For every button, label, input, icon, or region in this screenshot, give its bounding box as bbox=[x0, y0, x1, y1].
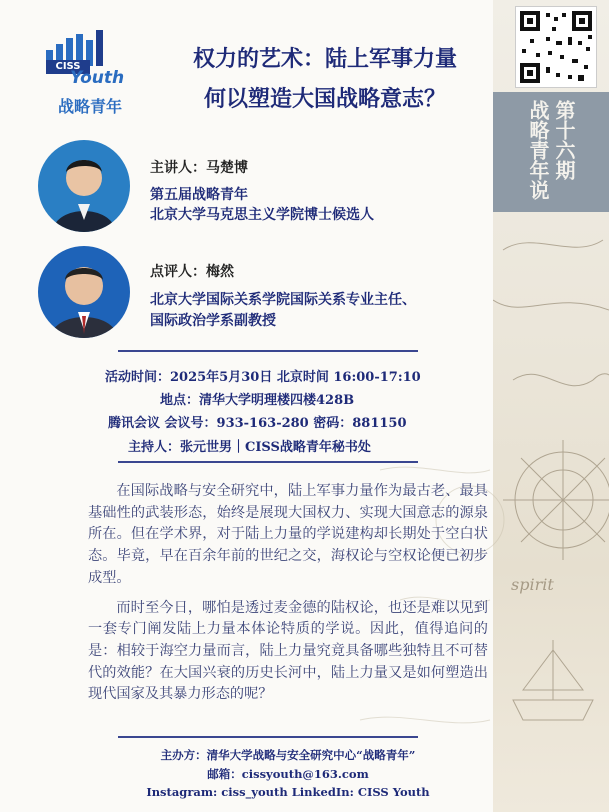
logo-chinese: 战略青年 bbox=[58, 97, 123, 116]
qr-code-icon bbox=[516, 7, 596, 87]
divider-top bbox=[118, 350, 418, 352]
event-host: 主持人：张元世男｜CISS战略青年秘书处 bbox=[128, 440, 371, 455]
series-name: 战略青年说 bbox=[526, 100, 550, 200]
title-line-2: 何以塑造大国战略意志？ bbox=[203, 86, 446, 112]
intro-text bbox=[88, 481, 488, 706]
social-accounts: Instagram: ciss_youth LinkedIn: CISS Youth bbox=[146, 785, 430, 799]
intro-paragraph-1: 在国际战略与安全研究中，陆上军事力量作为最古老、最具基础性的武装形态，始终是展现大国权力、实现大国意志的源泉所在。但在学术界，对于陆上力量的学说建构却长期处于空白状态。毕竟，早在百余年前的世纪之交，海权论与空权论便已初步成型。 bbox=[88, 483, 488, 586]
commentator-affiliation-2: 国际政治学系副教授 bbox=[150, 313, 276, 329]
person-icon bbox=[38, 140, 130, 232]
speaker-affiliation-1: 第五届战略青年 bbox=[150, 187, 248, 203]
contact-email: 邮箱：cissyouth@163.com bbox=[207, 767, 369, 781]
commentator-avatar bbox=[38, 246, 130, 338]
person-icon bbox=[38, 246, 130, 338]
divider-middle bbox=[118, 461, 418, 463]
speaker-role: 主讲人：马楚博 bbox=[150, 160, 248, 176]
intro-paragraph-2: 而时至今日，哪怕是透过麦金德的陆权论，也还是难以见到一套专门阐发陆上力量本体论特质的学说。因此，值得追问的是：相较于海空力量而言，陆上力量究竟具备哪些独特且不可替代的效能？在大国兴衰的历史长河中，陆上力量又是如何塑造出现代国家及其暴力形态的呢？ bbox=[88, 599, 488, 703]
issue-number: 第十六期 bbox=[552, 100, 576, 180]
event-time: 活动时间：2025年5月30日 北京时间 16:00-17:10 bbox=[105, 370, 421, 385]
qr-code bbox=[515, 6, 597, 88]
speaker-avatar bbox=[38, 140, 130, 232]
divider-bottom bbox=[118, 736, 418, 738]
organizer: 主办方：清华大学战略与安全研究中心“战略青年” bbox=[160, 748, 416, 762]
commentator-role: 点评人：梅然 bbox=[150, 264, 234, 280]
event-meeting: 腾讯会议 会议号：933-163-280 密码：881150 bbox=[108, 416, 407, 431]
logo-youth: Youth bbox=[70, 68, 125, 88]
commentator-affiliation-1: 北京大学国际关系学院国际关系专业主任、 bbox=[150, 292, 416, 308]
event-location: 地点：清华大学明理楼四楼428B bbox=[160, 393, 355, 408]
title-line-1: 权力的艺术：陆上军事力量 bbox=[192, 46, 457, 72]
logo-ciss: CISS bbox=[46, 60, 90, 74]
svg-text:spirit: spirit bbox=[511, 575, 554, 594]
speaker-affiliation-2: 北京大学马克思主义学院博士候选人 bbox=[150, 207, 374, 223]
